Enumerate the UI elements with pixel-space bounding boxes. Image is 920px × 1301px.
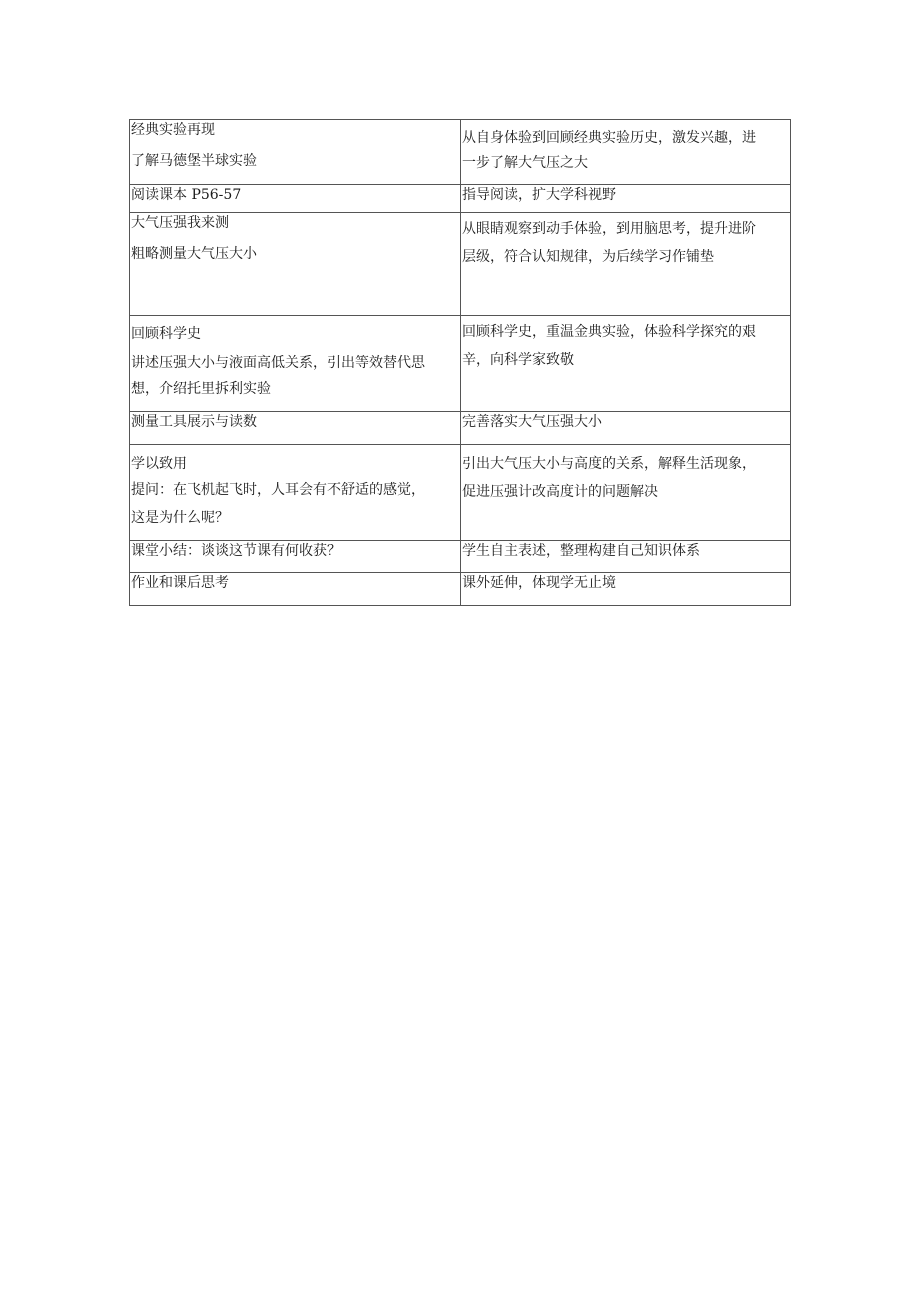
table-row <box>130 316 791 412</box>
cell-text: 层级，符合认知规律，为后续学习作铺垫 <box>462 249 714 265</box>
cell-text: 促进压强计改高度计的问题解决 <box>462 484 658 500</box>
activity-cell <box>130 541 461 573</box>
cell-text: 提问：在飞机起飞时，人耳会有不舒适的感觉， <box>131 482 425 498</box>
cell-text: 一步了解大气压之大 <box>462 155 588 171</box>
activity-cell <box>130 573 461 606</box>
purpose-cell <box>461 185 791 213</box>
cell-text: 从眼睛观察到动手体验，到用脑思考，提升进阶 <box>462 221 756 237</box>
activity-cell <box>130 213 461 316</box>
purpose-cell <box>461 573 791 606</box>
cell-text: 课堂小结：谈谈这节课有何收获？ <box>131 543 341 559</box>
cell-text: 这是为什么呢？ <box>131 510 229 526</box>
table-row <box>130 213 791 316</box>
cell-text: 回顾科学史 <box>131 326 201 342</box>
cell-text: 测量工具展示与读数 <box>131 414 257 430</box>
cell-text: 课外延伸，体现学无止境 <box>462 575 616 591</box>
cell-text: 阅读课本 P56-57 <box>131 187 242 203</box>
cell-text: 学以致用 <box>131 456 187 472</box>
activity-cell <box>130 445 461 541</box>
purpose-cell <box>461 412 791 445</box>
purpose-cell <box>461 120 791 185</box>
activity-cell <box>130 120 461 185</box>
activity-cell <box>130 316 461 412</box>
table-row <box>130 445 791 541</box>
cell-text: 指导阅读，扩大学科视野 <box>462 187 616 203</box>
table-row <box>130 120 791 185</box>
activity-cell <box>130 412 461 445</box>
purpose-cell <box>461 445 791 541</box>
cell-text: 大气压强我来测 <box>131 215 229 231</box>
table-row <box>130 541 791 573</box>
cell-text: 从自身体验到回顾经典实验历史，激发兴趣，进 <box>462 130 756 146</box>
purpose-cell <box>461 316 791 412</box>
cell-text: 作业和课后思考 <box>131 575 229 591</box>
table-row <box>130 412 791 445</box>
cell-text: 引出大气压大小与高度的关系，解释生活现象， <box>462 456 756 472</box>
cell-text: 完善落实大气压强大小 <box>462 414 602 430</box>
cell-text: 学生自主表述，整理构建自己知识体系 <box>462 543 700 559</box>
purpose-cell <box>461 213 791 316</box>
activity-cell <box>130 185 461 213</box>
cell-text: 回顾科学史，重温金典实验，体验科学探究的艰 <box>462 324 756 340</box>
table-row <box>130 573 791 606</box>
cell-text: 了解马德堡半球实验 <box>131 153 257 169</box>
cell-text: 经典实验再现 <box>131 122 215 138</box>
cell-text: 讲述压强大小与液面高低关系，引出等效替代思 <box>131 355 425 371</box>
purpose-cell <box>461 541 791 573</box>
lesson-plan-table <box>129 119 791 606</box>
cell-text: 粗略测量大气压大小 <box>131 246 257 262</box>
cell-text: 辛，向科学家致敬 <box>462 352 574 368</box>
table-row <box>130 185 791 213</box>
cell-text: 想，介绍托里拆利实验 <box>131 381 271 397</box>
